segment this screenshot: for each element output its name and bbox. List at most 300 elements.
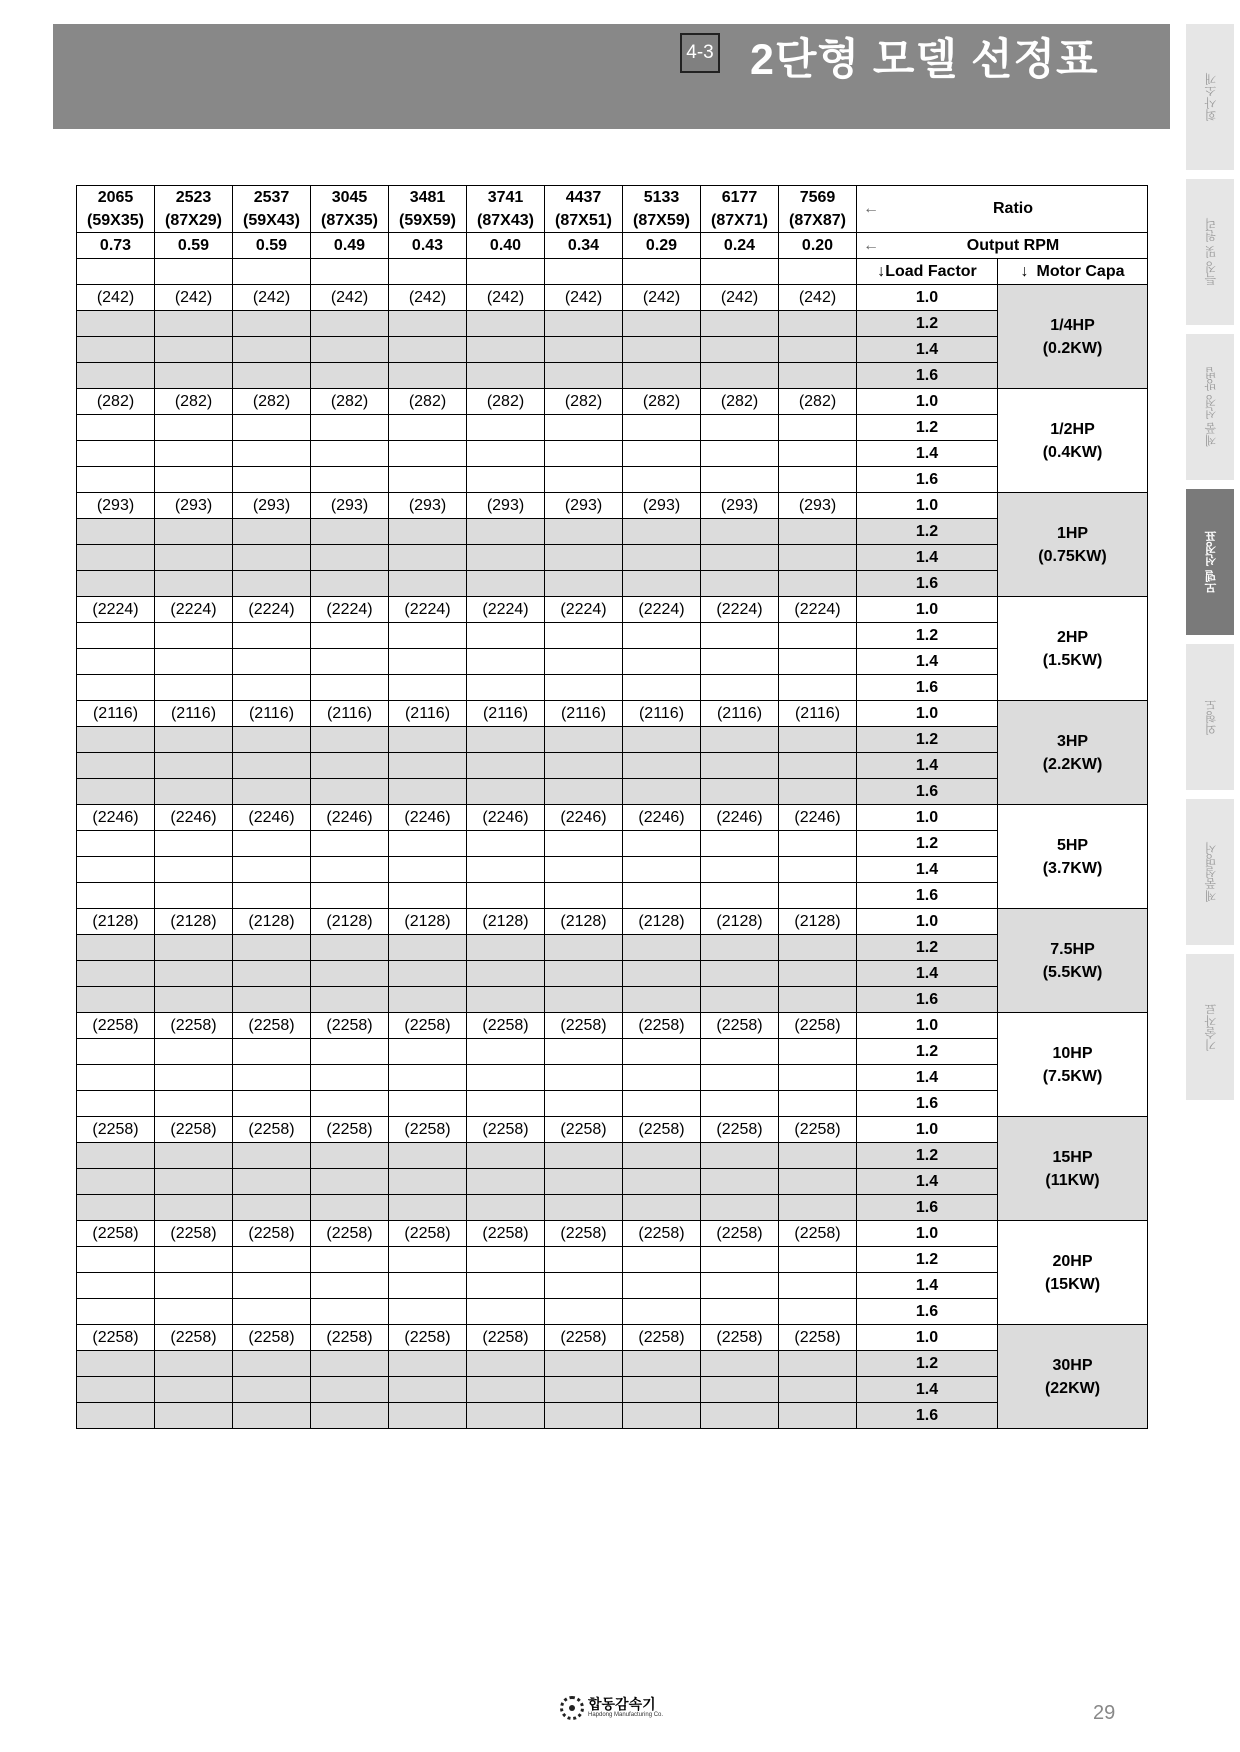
model-cell: (2258) bbox=[779, 1221, 857, 1247]
model-cell: (2258) bbox=[389, 1013, 467, 1039]
model-cell: (282) bbox=[233, 389, 311, 415]
model-cell: (293) bbox=[545, 493, 623, 519]
empty-cell bbox=[155, 1065, 233, 1091]
load-factor-cell: 1.6 bbox=[857, 883, 998, 909]
side-tab-4[interactable] bbox=[1186, 644, 1234, 790]
empty-cell bbox=[779, 363, 857, 389]
empty-cell bbox=[389, 441, 467, 467]
empty-cell bbox=[233, 727, 311, 753]
empty-cell bbox=[779, 857, 857, 883]
table-row bbox=[77, 1273, 1148, 1299]
empty-cell bbox=[233, 1169, 311, 1195]
empty-cell bbox=[623, 753, 701, 779]
logo-subtext: Hapdong Manufacturing Co. bbox=[588, 1712, 664, 1718]
empty-cell bbox=[311, 467, 389, 493]
ratio-value: 2537 bbox=[253, 189, 290, 206]
empty-cell bbox=[467, 1377, 545, 1403]
table-row bbox=[77, 961, 1148, 987]
model-cell: (2258) bbox=[779, 1117, 857, 1143]
empty-cell bbox=[155, 649, 233, 675]
model-cell: (2128) bbox=[545, 909, 623, 935]
model-cell: (2224) bbox=[779, 597, 857, 623]
company-logo bbox=[560, 1696, 663, 1720]
model-cell: (242) bbox=[311, 285, 389, 311]
empty-cell bbox=[545, 467, 623, 493]
table-row bbox=[77, 441, 1148, 467]
empty-cell bbox=[623, 1273, 701, 1299]
model-cell: (2116) bbox=[701, 701, 779, 727]
page-number: 29 bbox=[1093, 1702, 1116, 1724]
output-rpm-cell: 0.40 bbox=[467, 233, 545, 259]
empty-cell bbox=[233, 519, 311, 545]
model-cell: (242) bbox=[779, 285, 857, 311]
model-cell: (2258) bbox=[77, 1117, 155, 1143]
empty-cell bbox=[77, 1195, 155, 1221]
model-cell: (2128) bbox=[233, 909, 311, 935]
empty-cell bbox=[701, 545, 779, 571]
empty-cell bbox=[779, 571, 857, 597]
empty-cell bbox=[545, 1195, 623, 1221]
empty-cell bbox=[77, 519, 155, 545]
ratio-value: 4437 bbox=[565, 189, 602, 206]
frame-size: (87X51) bbox=[555, 212, 612, 229]
empty-cell bbox=[77, 623, 155, 649]
model-cell: (242) bbox=[233, 285, 311, 311]
model-cell: (2258) bbox=[623, 1325, 701, 1351]
empty-cell bbox=[545, 1247, 623, 1273]
empty-cell bbox=[155, 753, 233, 779]
empty-cell bbox=[779, 727, 857, 753]
motor-kw: (11KW) bbox=[1045, 1171, 1100, 1189]
load-factor-cell: 1.0 bbox=[857, 597, 998, 623]
motor-kw: (3.7KW) bbox=[1042, 859, 1103, 877]
motor-kw: (1.5KW) bbox=[1042, 651, 1103, 669]
empty-cell bbox=[311, 961, 389, 987]
model-cell: (2128) bbox=[155, 909, 233, 935]
model-cell: (2258) bbox=[701, 1325, 779, 1351]
empty-cell bbox=[155, 779, 233, 805]
empty-cell bbox=[155, 1299, 233, 1325]
side-tab-3[interactable] bbox=[1186, 489, 1234, 635]
model-cell: (282) bbox=[389, 389, 467, 415]
side-tab-6[interactable] bbox=[1186, 954, 1234, 1100]
empty-cell bbox=[155, 337, 233, 363]
empty-cell bbox=[311, 1247, 389, 1273]
empty-cell bbox=[77, 441, 155, 467]
ratio-cell bbox=[389, 186, 467, 233]
empty-cell bbox=[155, 623, 233, 649]
empty-cell bbox=[77, 1273, 155, 1299]
model-cell: (242) bbox=[623, 285, 701, 311]
empty-cell bbox=[701, 1273, 779, 1299]
model-cell: (2224) bbox=[155, 597, 233, 623]
empty-cell bbox=[467, 987, 545, 1013]
load-factor-cell: 1.0 bbox=[857, 493, 998, 519]
empty-cell bbox=[389, 1351, 467, 1377]
table-row bbox=[77, 727, 1148, 753]
empty-cell bbox=[701, 675, 779, 701]
table-row bbox=[77, 1169, 1148, 1195]
empty-cell bbox=[545, 935, 623, 961]
empty-cell bbox=[779, 337, 857, 363]
empty-cell bbox=[233, 545, 311, 571]
model-cell: (2128) bbox=[389, 909, 467, 935]
table-row bbox=[77, 1065, 1148, 1091]
empty-cell bbox=[467, 831, 545, 857]
empty-cell bbox=[155, 1273, 233, 1299]
empty-cell bbox=[311, 1039, 389, 1065]
empty-cell bbox=[623, 1091, 701, 1117]
empty-cell bbox=[389, 831, 467, 857]
empty-cell bbox=[779, 259, 857, 285]
empty-cell bbox=[155, 519, 233, 545]
load-factor-cell: 1.4 bbox=[857, 649, 998, 675]
ratio-cell bbox=[545, 186, 623, 233]
model-cell: (2258) bbox=[311, 1117, 389, 1143]
model-cell: (2128) bbox=[77, 909, 155, 935]
empty-cell bbox=[467, 337, 545, 363]
empty-cell bbox=[467, 571, 545, 597]
model-cell: (293) bbox=[233, 493, 311, 519]
empty-cell bbox=[467, 415, 545, 441]
empty-cell bbox=[233, 571, 311, 597]
ratio-cell bbox=[155, 186, 233, 233]
model-cell: (2128) bbox=[311, 909, 389, 935]
motor-capacity-cell bbox=[998, 493, 1148, 597]
empty-cell bbox=[467, 1351, 545, 1377]
motor-kw: (5.5KW) bbox=[1042, 963, 1103, 981]
empty-cell bbox=[779, 415, 857, 441]
empty-cell bbox=[389, 415, 467, 441]
empty-cell bbox=[233, 623, 311, 649]
empty-cell bbox=[389, 1091, 467, 1117]
model-cell: (2224) bbox=[545, 597, 623, 623]
empty-cell bbox=[701, 337, 779, 363]
empty-cell bbox=[701, 857, 779, 883]
model-cell: (2224) bbox=[467, 597, 545, 623]
model-cell: (2116) bbox=[779, 701, 857, 727]
empty-cell bbox=[311, 1065, 389, 1091]
table-row bbox=[77, 1325, 1148, 1351]
empty-cell bbox=[779, 675, 857, 701]
frame-size: (87X29) bbox=[165, 212, 222, 229]
ratio-cell bbox=[233, 186, 311, 233]
model-cell: (293) bbox=[389, 493, 467, 519]
empty-cell bbox=[701, 1403, 779, 1429]
empty-cell bbox=[77, 1143, 155, 1169]
model-cell: (242) bbox=[389, 285, 467, 311]
empty-cell bbox=[389, 545, 467, 571]
load-factor-cell: 1.2 bbox=[857, 519, 998, 545]
empty-cell bbox=[311, 1377, 389, 1403]
empty-cell bbox=[233, 1299, 311, 1325]
empty-cell bbox=[311, 831, 389, 857]
empty-cell bbox=[779, 1299, 857, 1325]
table-row bbox=[77, 1117, 1148, 1143]
empty-cell bbox=[77, 337, 155, 363]
empty-cell bbox=[701, 363, 779, 389]
model-cell: (293) bbox=[155, 493, 233, 519]
empty-cell bbox=[77, 1091, 155, 1117]
empty-cell bbox=[701, 415, 779, 441]
empty-cell bbox=[77, 545, 155, 571]
empty-cell bbox=[467, 467, 545, 493]
section-number-badge: 4-3 bbox=[680, 33, 720, 73]
empty-cell bbox=[311, 727, 389, 753]
empty-cell bbox=[389, 1403, 467, 1429]
column-label-row bbox=[77, 259, 1148, 285]
empty-cell bbox=[311, 415, 389, 441]
model-cell: (2246) bbox=[545, 805, 623, 831]
model-cell: (2128) bbox=[701, 909, 779, 935]
empty-cell bbox=[155, 1247, 233, 1273]
empty-cell bbox=[467, 623, 545, 649]
load-factor-cell: 1.2 bbox=[857, 415, 998, 441]
model-cell: (2258) bbox=[155, 1117, 233, 1143]
ratio-value: 2523 bbox=[175, 189, 212, 206]
table-row bbox=[77, 935, 1148, 961]
side-tab-label: 제품 선정 방법 bbox=[1203, 367, 1218, 447]
frame-size: (59X43) bbox=[243, 212, 300, 229]
model-cell: (282) bbox=[623, 389, 701, 415]
load-factor-cell: 1.6 bbox=[857, 363, 998, 389]
empty-cell bbox=[155, 727, 233, 753]
empty-cell bbox=[389, 1039, 467, 1065]
output-rpm-cell: 0.49 bbox=[311, 233, 389, 259]
empty-cell bbox=[779, 831, 857, 857]
output-rpm-row bbox=[77, 233, 1148, 259]
empty-cell bbox=[545, 779, 623, 805]
empty-cell bbox=[389, 883, 467, 909]
empty-cell bbox=[389, 519, 467, 545]
table-row bbox=[77, 1091, 1148, 1117]
empty-cell bbox=[77, 961, 155, 987]
empty-cell bbox=[467, 883, 545, 909]
empty-cell bbox=[545, 1403, 623, 1429]
table-row bbox=[77, 571, 1148, 597]
empty-cell bbox=[701, 1143, 779, 1169]
ratio-value: 7569 bbox=[799, 189, 836, 206]
empty-cell bbox=[233, 467, 311, 493]
empty-cell bbox=[545, 1065, 623, 1091]
empty-cell bbox=[155, 441, 233, 467]
empty-cell bbox=[389, 1143, 467, 1169]
load-factor-cell: 1.4 bbox=[857, 1377, 998, 1403]
empty-cell bbox=[545, 883, 623, 909]
model-cell: (2258) bbox=[545, 1117, 623, 1143]
motor-capacity-cell bbox=[998, 285, 1148, 389]
output-rpm-cell: 0.29 bbox=[623, 233, 701, 259]
model-cell: (2246) bbox=[467, 805, 545, 831]
empty-cell bbox=[545, 1377, 623, 1403]
empty-cell bbox=[233, 363, 311, 389]
down-arrow-icon: ↓ bbox=[1020, 262, 1029, 280]
empty-cell bbox=[155, 311, 233, 337]
frame-size: (59X59) bbox=[399, 212, 456, 229]
page-title: 2단형 모델 선정표 bbox=[750, 36, 1099, 84]
empty-cell bbox=[233, 779, 311, 805]
empty-cell bbox=[389, 259, 467, 285]
side-tab-label: 특징 및 원리 bbox=[1203, 218, 1218, 286]
model-cell: (242) bbox=[77, 285, 155, 311]
empty-cell bbox=[779, 519, 857, 545]
frame-size: (87X71) bbox=[711, 212, 768, 229]
empty-cell bbox=[701, 1169, 779, 1195]
table-row bbox=[77, 805, 1148, 831]
motor-hp: 5HP bbox=[1056, 836, 1089, 854]
motor-hp: 1/2HP bbox=[1050, 420, 1095, 438]
empty-cell bbox=[77, 1039, 155, 1065]
ratio-value: 2065 bbox=[97, 189, 134, 206]
empty-cell bbox=[155, 1377, 233, 1403]
empty-cell bbox=[311, 441, 389, 467]
empty-cell bbox=[623, 1299, 701, 1325]
motor-kw: (0.2KW) bbox=[1042, 339, 1103, 357]
empty-cell bbox=[701, 311, 779, 337]
empty-cell bbox=[311, 1143, 389, 1169]
empty-cell bbox=[779, 1377, 857, 1403]
empty-cell bbox=[701, 961, 779, 987]
table-row bbox=[77, 467, 1148, 493]
empty-cell bbox=[779, 1169, 857, 1195]
empty-cell bbox=[233, 1273, 311, 1299]
side-tab-1[interactable] bbox=[1186, 179, 1234, 325]
model-cell: (2258) bbox=[389, 1117, 467, 1143]
empty-cell bbox=[77, 935, 155, 961]
empty-cell bbox=[233, 935, 311, 961]
empty-cell bbox=[155, 1143, 233, 1169]
load-factor-cell: 1.4 bbox=[857, 753, 998, 779]
empty-cell bbox=[623, 441, 701, 467]
model-cell: (2258) bbox=[467, 1221, 545, 1247]
empty-cell bbox=[233, 649, 311, 675]
side-tab-label: 회사소개 bbox=[1203, 73, 1218, 121]
empty-cell bbox=[545, 1273, 623, 1299]
model-cell: (2258) bbox=[623, 1221, 701, 1247]
model-cell: (293) bbox=[467, 493, 545, 519]
empty-cell bbox=[155, 1195, 233, 1221]
model-cell: (2258) bbox=[155, 1013, 233, 1039]
empty-cell bbox=[311, 675, 389, 701]
model-cell: (282) bbox=[545, 389, 623, 415]
empty-cell bbox=[233, 883, 311, 909]
empty-cell bbox=[545, 857, 623, 883]
empty-cell bbox=[311, 337, 389, 363]
table-row bbox=[77, 311, 1148, 337]
side-tab-0[interactable] bbox=[1186, 24, 1234, 170]
empty-cell bbox=[467, 779, 545, 805]
motor-capacity-cell bbox=[998, 1013, 1148, 1117]
empty-cell bbox=[623, 779, 701, 805]
left-arrow-icon: ← bbox=[863, 200, 879, 217]
empty-cell bbox=[467, 1065, 545, 1091]
motor-hp: 2HP bbox=[1056, 628, 1089, 646]
model-cell: (282) bbox=[311, 389, 389, 415]
model-cell: (2128) bbox=[467, 909, 545, 935]
frame-size: (59X35) bbox=[87, 212, 144, 229]
table-row bbox=[77, 597, 1148, 623]
empty-cell bbox=[545, 675, 623, 701]
empty-cell bbox=[389, 1377, 467, 1403]
empty-cell bbox=[233, 675, 311, 701]
side-tab-2[interactable] bbox=[1186, 334, 1234, 480]
empty-cell bbox=[77, 649, 155, 675]
left-arrow-icon: ← bbox=[863, 236, 879, 254]
empty-cell bbox=[545, 623, 623, 649]
empty-cell bbox=[311, 1195, 389, 1221]
model-cell: (2258) bbox=[233, 1013, 311, 1039]
load-factor-cell: 1.4 bbox=[857, 1169, 998, 1195]
empty-cell bbox=[467, 1169, 545, 1195]
empty-cell bbox=[623, 1039, 701, 1065]
empty-cell bbox=[623, 883, 701, 909]
table-row bbox=[77, 857, 1148, 883]
empty-cell bbox=[623, 1247, 701, 1273]
load-factor-header bbox=[857, 259, 998, 285]
empty-cell bbox=[545, 961, 623, 987]
empty-cell bbox=[779, 545, 857, 571]
empty-cell bbox=[155, 1169, 233, 1195]
load-factor-cell: 1.2 bbox=[857, 831, 998, 857]
empty-cell bbox=[311, 623, 389, 649]
empty-cell bbox=[623, 519, 701, 545]
empty-cell bbox=[389, 337, 467, 363]
empty-cell bbox=[311, 571, 389, 597]
model-cell: (2258) bbox=[545, 1013, 623, 1039]
motor-capacity-cell bbox=[998, 1221, 1148, 1325]
model-cell: (2258) bbox=[701, 1117, 779, 1143]
empty-cell bbox=[311, 935, 389, 961]
load-factor-cell: 1.2 bbox=[857, 935, 998, 961]
model-cell: (282) bbox=[155, 389, 233, 415]
table-row bbox=[77, 1013, 1148, 1039]
side-tab-5[interactable] bbox=[1186, 799, 1234, 945]
empty-cell bbox=[623, 1169, 701, 1195]
empty-cell bbox=[545, 1169, 623, 1195]
model-cell: (2258) bbox=[311, 1325, 389, 1351]
empty-cell bbox=[155, 467, 233, 493]
model-cell: (2258) bbox=[155, 1325, 233, 1351]
empty-cell bbox=[701, 987, 779, 1013]
motor-hp: 1HP bbox=[1056, 524, 1089, 542]
load-factor-cell: 1.0 bbox=[857, 701, 998, 727]
empty-cell bbox=[155, 987, 233, 1013]
model-cell: (2258) bbox=[77, 1013, 155, 1039]
empty-cell bbox=[233, 753, 311, 779]
table-row bbox=[77, 883, 1148, 909]
empty-cell bbox=[623, 961, 701, 987]
empty-cell bbox=[467, 363, 545, 389]
load-factor-cell: 1.0 bbox=[857, 285, 998, 311]
model-cell: (2116) bbox=[233, 701, 311, 727]
gear-icon bbox=[560, 1696, 584, 1720]
load-factor-cell: 1.2 bbox=[857, 623, 998, 649]
load-factor-cell: 1.6 bbox=[857, 1299, 998, 1325]
ratio-value: 5133 bbox=[643, 189, 680, 206]
model-cell: (2128) bbox=[779, 909, 857, 935]
empty-cell bbox=[155, 1091, 233, 1117]
ratio-cell bbox=[467, 186, 545, 233]
empty-cell bbox=[77, 675, 155, 701]
empty-cell bbox=[467, 857, 545, 883]
empty-cell bbox=[623, 1065, 701, 1091]
load-factor-cell: 1.2 bbox=[857, 1247, 998, 1273]
empty-cell bbox=[389, 311, 467, 337]
model-cell: (2224) bbox=[701, 597, 779, 623]
empty-cell bbox=[389, 857, 467, 883]
empty-cell bbox=[155, 1403, 233, 1429]
empty-cell bbox=[779, 649, 857, 675]
